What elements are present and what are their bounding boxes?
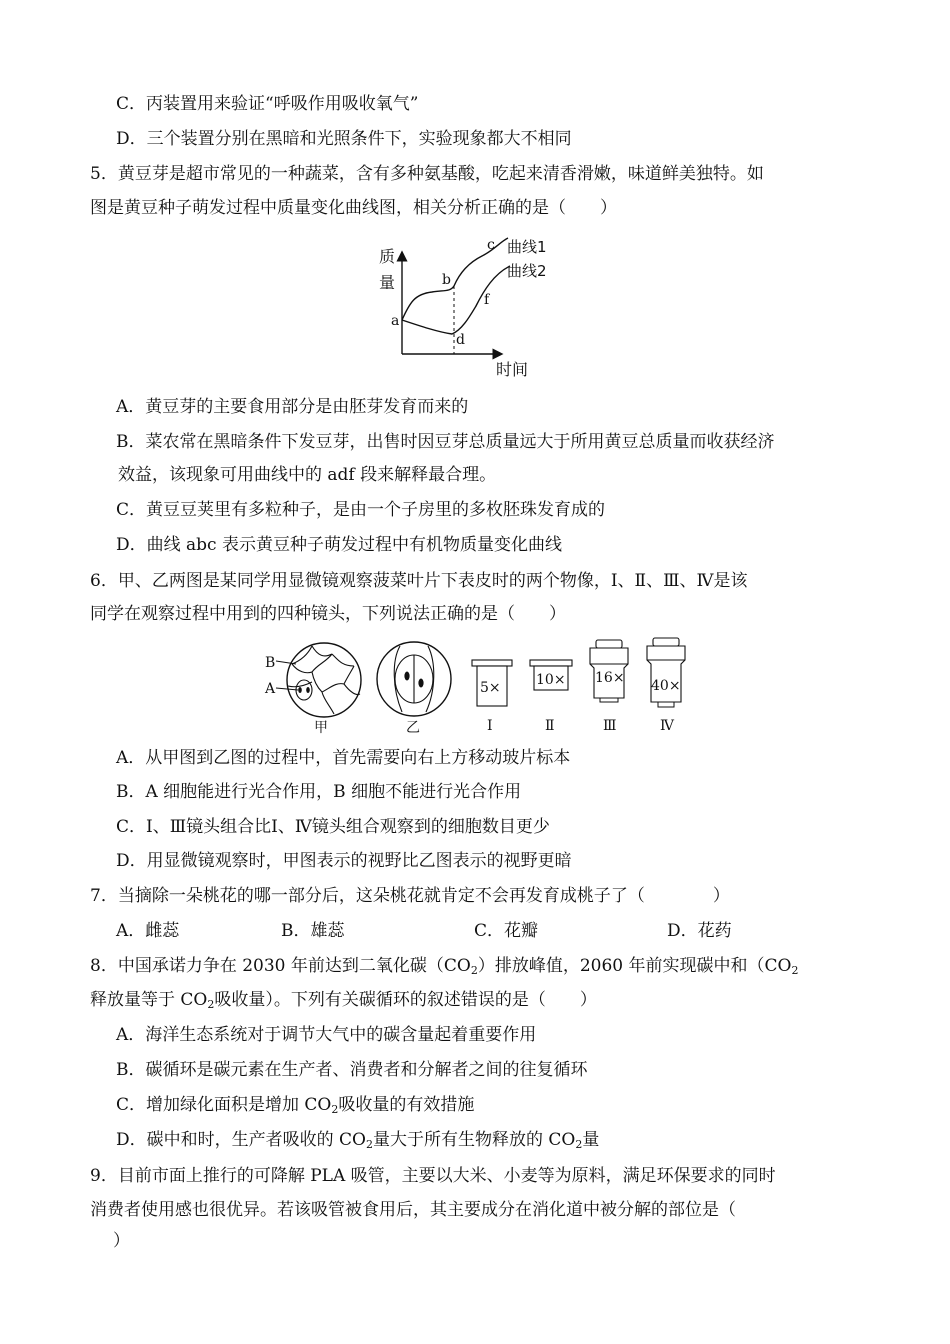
lens-3-mag: 16× bbox=[595, 670, 625, 686]
q5-option-b-line2: 效益，该现象可用曲线中的 adf 段来解释最合理。 bbox=[118, 465, 497, 485]
q7-option-a: A．雌蕊 bbox=[116, 921, 180, 941]
view-jia bbox=[264, 643, 361, 736]
q7-stem: 7．当摘除一朵桃花的哪一部分后，这朵桃花就肯定不会再发育成桃子了（ ） bbox=[90, 886, 730, 906]
q7-option-d: D．花药 bbox=[667, 921, 732, 941]
q8-stem1-part-b: ）排放峰值，2060 年前实现碳中和（CO bbox=[477, 956, 792, 976]
q6-option-a: A．从甲图到乙图的过程中，首先需要向右上方移动玻片标本 bbox=[116, 748, 571, 768]
q8-option-b: B．碳循环是碳元素在生产者、消费者和分解者之间的往复循环 bbox=[116, 1060, 588, 1080]
subscript-2: 2 bbox=[791, 964, 799, 977]
lens-4 bbox=[647, 638, 685, 734]
label-b: B bbox=[265, 655, 276, 671]
q8-stem-line2 bbox=[90, 988, 597, 1017]
q7-option-b: B．雄蕊 bbox=[281, 921, 345, 941]
lens-4-mag: 40× bbox=[651, 678, 681, 694]
lens-1-mag: 5× bbox=[480, 680, 501, 696]
q5-option-a: A．黄豆芽的主要食用部分是由胚芽发育而来的 bbox=[116, 397, 469, 417]
q5-option-b-line1: B．菜农常在黑暗条件下发豆芽，出售时因豆芽总质量远大于所用黄豆总质量而收获经济 bbox=[116, 432, 775, 452]
q8-option-a: A．海洋生态系统对于调节大气中的碳含量起着重要作用 bbox=[116, 1025, 537, 1045]
q9-stem-line2: 消费者使用感也很优异。若该吸管被食用后，其主要成分在消化道中被分解的部位是（ bbox=[90, 1200, 736, 1220]
q6-stem-line1: 6．甲、乙两图是某同学用显微镜观察菠菜叶片下表皮时的两个物像，Ⅰ、Ⅱ、Ⅲ、Ⅳ是该 bbox=[90, 571, 748, 591]
x-axis-label: 时间 bbox=[496, 360, 529, 379]
q5-option-d: D．曲线 abc 表示黄豆种子萌发过程中有机物质量变化曲线 bbox=[116, 535, 562, 555]
lens-2-roman: Ⅱ bbox=[545, 718, 555, 734]
q8-optd-part-c: 量 bbox=[582, 1130, 600, 1150]
q8-optc-part-b: 吸收量的有效措施 bbox=[338, 1095, 475, 1115]
q8-option-c bbox=[116, 1093, 474, 1122]
q5-stem-line1: 5．黄豆芽是超市常见的一种蔬菜，含有多种氨基酸，吃起来清香滑嫩，味道鲜美独特。如 bbox=[90, 164, 764, 184]
point-c: c bbox=[487, 237, 495, 253]
lens-1 bbox=[472, 660, 512, 734]
subscript-2: 2 bbox=[470, 964, 478, 977]
point-a: a bbox=[391, 313, 400, 329]
q4-option-d: D．三个装置分别在黑暗和光照条件下，实验现象都大不相同 bbox=[116, 129, 572, 149]
curve-1-label: 曲线1 bbox=[507, 238, 547, 256]
lens-3 bbox=[590, 640, 628, 734]
q6-microscope-figure bbox=[262, 634, 702, 740]
label-jia: 甲 bbox=[314, 720, 328, 736]
q5-stem-line2: 图是黄豆种子萌发过程中质量变化曲线图，相关分析正确的是（ ） bbox=[90, 198, 617, 218]
curve-2-label: 曲线2 bbox=[507, 262, 547, 280]
q9-stem-line3: ） bbox=[113, 1231, 130, 1251]
lens-2-mag: 10× bbox=[536, 672, 566, 688]
q6-stem-line2: 同学在观察过程中用到的四种镜头，下列说法正确的是（ ） bbox=[90, 604, 566, 624]
subscript-2: 2 bbox=[575, 1138, 583, 1151]
point-f: f bbox=[484, 292, 490, 308]
subscript-2: 2 bbox=[365, 1138, 373, 1151]
q8-stem1-part-a: 8．中国承诺力争在 2030 年前达到二氧化碳（CO bbox=[90, 956, 471, 976]
lens-1-roman: Ⅰ bbox=[487, 718, 493, 734]
lens-3-roman: Ⅲ bbox=[603, 718, 617, 734]
y-axis-label-1: 质 bbox=[379, 247, 396, 266]
label-yi: 乙 bbox=[406, 720, 420, 736]
y-axis-label-2: 量 bbox=[379, 273, 396, 292]
subscript-2: 2 bbox=[207, 998, 215, 1011]
q6-option-c: C．Ⅰ、Ⅲ镜头组合比Ⅰ、Ⅳ镜头组合观察到的细胞数目更少 bbox=[116, 817, 550, 837]
q7-option-c: C．花瓣 bbox=[474, 921, 539, 941]
q8-stem2-part-b: 吸收量）。下列有关碳循环的叙述错误的是（ ） bbox=[214, 990, 597, 1010]
q5-growth-curve-figure bbox=[370, 232, 570, 380]
lens-2 bbox=[530, 660, 572, 734]
q4-option-c: C．丙装置用来验证“呼吸作用吸收氧气” bbox=[116, 94, 419, 114]
point-d: d bbox=[456, 332, 465, 348]
q8-option-d bbox=[116, 1128, 599, 1157]
q8-optc-part-a: C．增加绿化面积是增加 CO bbox=[116, 1095, 332, 1115]
q6-option-d: D．用显微镜观察时，甲图表示的视野比乙图表示的视野更暗 bbox=[116, 851, 572, 871]
q8-optd-part-b: 量大于所有生物释放的 CO bbox=[372, 1130, 576, 1150]
q8-optd-part-a: D．碳中和时，生产者吸收的 CO bbox=[116, 1130, 366, 1150]
point-b: b bbox=[442, 272, 451, 288]
q5-option-c: C．黄豆豆荚里有多粒种子，是由一个子房里的多枚胚珠发育成的 bbox=[116, 500, 606, 520]
subscript-2: 2 bbox=[331, 1103, 339, 1116]
q8-stem2-part-a: 释放量等于 CO bbox=[90, 990, 208, 1010]
q8-stem-line1 bbox=[90, 954, 798, 983]
q9-stem-line1: 9．目前市面上推行的可降解 PLA 吸管，主要以大米、小麦等为原料，满足环保要求的同时 bbox=[90, 1166, 776, 1186]
label-a: A bbox=[265, 681, 276, 697]
q6-option-b: B．A 细胞能进行光合作用，B 细胞不能进行光合作用 bbox=[116, 782, 522, 802]
curve-2 bbox=[402, 266, 510, 334]
view-yi bbox=[377, 642, 451, 736]
lens-4-roman: Ⅳ bbox=[660, 718, 674, 734]
